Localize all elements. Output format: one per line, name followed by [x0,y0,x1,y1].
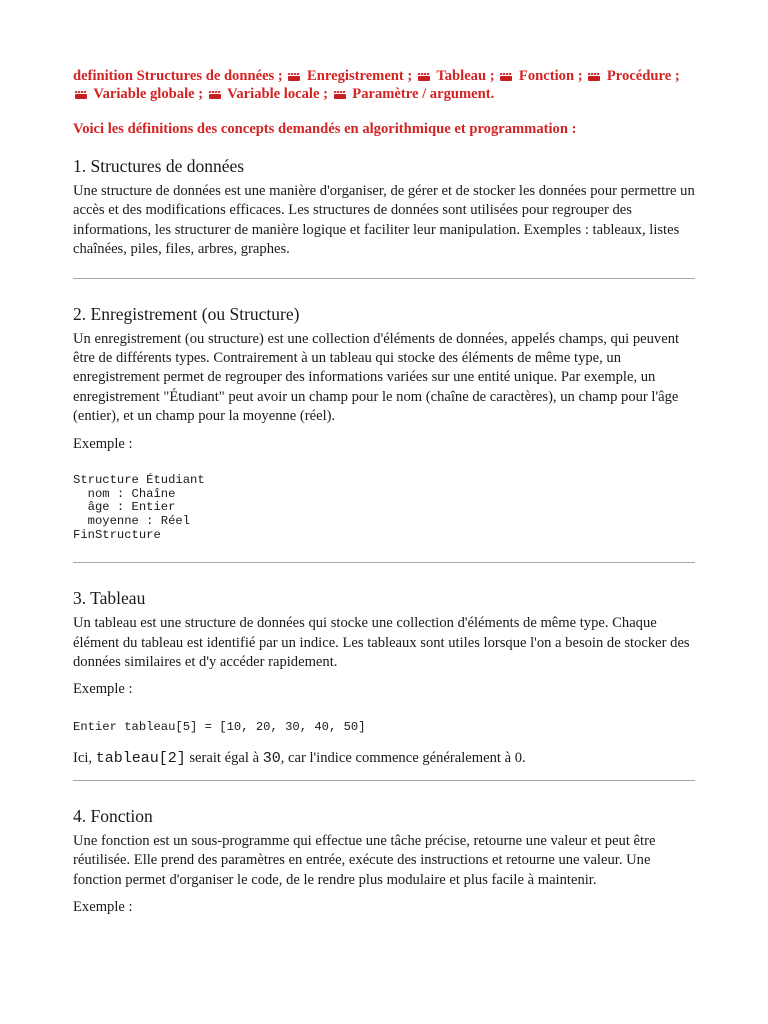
intro-text: Voici les définitions des concepts demandés en algorithmique et programmation : [73,121,577,137]
clapperboard-icon [588,73,600,81]
note-text: , car l'indice commence généralement à 0. [280,750,526,767]
inline-code: 30 [262,750,281,768]
section-heading-enregistrement: 2. Enregistrement (ou Structure) [73,303,300,324]
clapperboard-icon [288,73,300,81]
prompt-item: Procédure ; [606,68,680,84]
section-heading-structures: 1. Structures de données [73,156,245,176]
section-divider [73,562,695,563]
section-heading-fonction: 4. Fonction [73,805,153,826]
clapperboard-icon [500,73,512,81]
section-body-tableau: Un tableau est une structure de données qui stocke une collection d'éléments de même type. Chaque élément du tableau est identifié par un indice. Les tableaux sont utiles lorsque l'on a besoin de stocker des données similaires et d'y accéder rapidement. [73,615,690,670]
clapperboard-icon [209,91,221,99]
example-label: Exemple : [73,435,133,452]
tableau-note [73,749,695,768]
section-divider [73,278,695,279]
document-content [73,68,695,917]
prompt-item: definition Structures de données ; [73,68,283,84]
prompt-line [73,68,695,103]
section-body-fonction: Une fonction est un sous-programme qui effectue une tâche précise, retourne une valeur et peut être réutilisée. Elle prend des paramètres en entrée, exécute des instructions et retourne une valeur. Une fonction permet d'organiser le code, de le rendre plus modulaire et plus facile à maintenir. [73,832,656,888]
prompt-item: Variable locale ; [227,85,328,102]
code-block-tableau: Entier tableau[5] = [10, 20, 30, 40, 50] [73,720,366,735]
example-label: Exemple : [73,898,133,915]
section-body-structures: Une structure de données est une manière d'organiser, de gérer et de stocker les données pour permettre un accès et des modifications efficaces. Les structures de données sont utilisées pour regrouper des informations, les structurer de manière logique et faciliter leur manipulation. Exemples : tableaux, listes chaînées, piles, files, arbres, graphes. [73,183,695,258]
prompt-item: Enregistrement ; [307,68,413,84]
prompt-item: Paramètre / argument. [352,85,495,102]
inline-code: tableau[2] [95,750,186,768]
clapperboard-icon [334,91,346,99]
clapperboard-icon [418,73,430,81]
section-heading-tableau: 3. Tableau [73,588,146,609]
prompt-item: Tableau ; [436,68,495,84]
prompt-item: Variable globale ; [93,85,204,102]
clapperboard-icon [75,91,87,99]
prompt-item: Fonction ; [518,68,583,84]
example-label: Exemple : [73,681,133,698]
note-text: Ici, [73,750,96,767]
section-divider [73,780,695,781]
code-block-structure: Structure Étudiant nom : Chaîne âge : Entier moyenne : Réel FinStructure [73,472,205,543]
section-body-enregistrement: Un enregistrement (ou structure) est une collection d'éléments de données, appelés champs, qui peuvent être de différents types. Contrairement à un tableau qui stocke des éléments de même type, un enregistrement permet de regrouper des informations variées sur une entité unique. Par exemple, un enregistrement "Étudiant" peut avoir un champ pour le nom (chaîne de caractères), un champ pour l'âge (entier), et un champ pour la moyenne (réel). [73,330,680,425]
note-text: serait égal à [185,750,263,767]
